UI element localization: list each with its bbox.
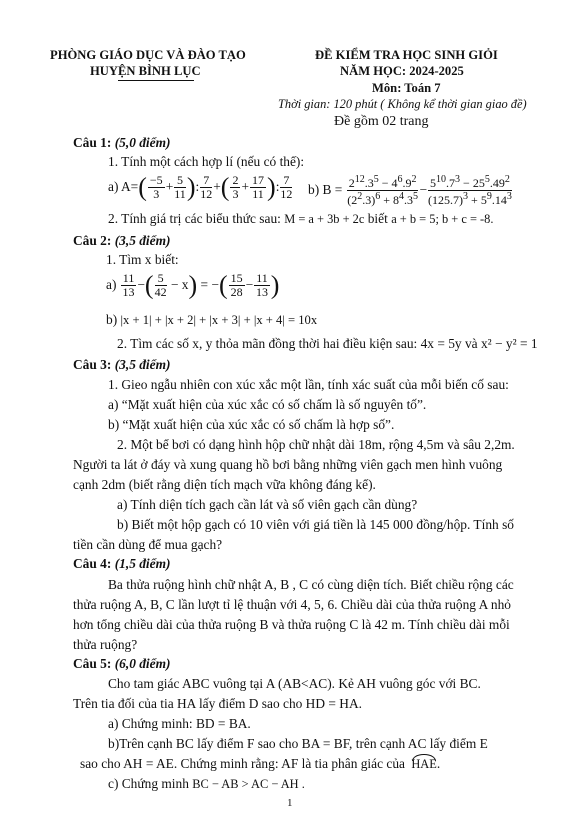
school-year: NĂM HỌC: 2024-2025 [340, 64, 464, 78]
q2-b-expr: |x + 1| + |x + 2| + |x + 3| + |x + 4| = 10x [120, 313, 318, 327]
q5-part-b-line2: sao cho AH = AE. Chứng minh rằng: AF là tia phân giác của HAE. [80, 756, 441, 771]
q1-part2 [108, 211, 493, 227]
q1-part2-text: 2. Tính giá trị các biểu thức sau: [108, 211, 281, 226]
q1-expression-b: b) B = $\frac{2^{12}.3^5 - 4^6.9^2}{(2^2.3)^6 + 8^4.3^5}$ − $\frac{5^{10}.7^3 - 25^5.49^2}{(125.7)^3 + 5^9.14^3}$ [308, 174, 512, 208]
q4-line1: Ba thửa ruộng hình chữ nhật A, B , C có cùng diện tích. Biết chiều rộng các [108, 577, 514, 592]
q2-b-label: b) [106, 312, 118, 327]
q2-expression-a: a) $\frac{11}{13}$ −( $\frac{5}{42}$ − x) = −( $\frac{15}{28}$ − $\frac{11}{13}$ ) [106, 270, 280, 300]
q5-angle-label: HAE [411, 757, 437, 771]
q5-points: (6,0 điểm) [114, 656, 171, 671]
q1-expression-a: a) A=( $\frac{-5}{3}$ + $\frac{5}{11}$ ): $\frac{7}{12}$ +( $\frac{2}{3}$ + $\frac{17}{11}$ ): $\frac{7}{12}$ [108, 172, 293, 202]
page-count: Đề gồm 02 trang [334, 114, 429, 129]
department-name: PHÒNG GIÁO DỤC VÀ ĐÀO TẠO [50, 48, 246, 62]
q1-part2-mid: biết [367, 211, 388, 226]
q3-heading [73, 357, 170, 373]
q3-part1-b: b) “Mặt xuất hiện của xúc xắc có số chấm là hợp số”. [108, 417, 395, 432]
q3-part1-a: a) “Mặt xuất hiện của xúc xắc có số chấm là số nguyên tố”. [108, 397, 427, 412]
q2-expression-b [106, 312, 317, 328]
district-name: HUYỆN BÌNH LỤC [90, 64, 201, 78]
q2-points: (3,5 điểm) [114, 233, 171, 248]
q5-part-b-text: sao cho AH = AE. Chứng minh rằng: AF là tia phân giác của [80, 756, 405, 771]
q3-part2-line2: Người ta lát ở đáy và xung quang hồ bơi bằng những viên gạch men hình vuông [73, 457, 503, 472]
q4-title: Câu 4: [73, 556, 112, 571]
q5-part-b-line1: b)Trên cạnh BC lấy điểm F sao cho BA = BF, trên cạnh AC lấy điểm E [108, 736, 488, 751]
q5-title: Câu 5: [73, 656, 112, 671]
q4-line2: thửa ruộng A, B, C lần lượt tỉ lệ thuận với 4, 5, 6. Chiều dài của thửa ruộng A nhỏ [73, 597, 511, 612]
q1-part2-cond: a + b = 5; b + c = -8. [391, 212, 494, 226]
exam-time: Thời gian: 120 phút ( Không kể thời gian giao đề) [278, 97, 527, 111]
q5-line2: Trên tia đối của tia HA lấy điểm D sao cho HD = HA. [73, 696, 362, 711]
q3-part2-line3: cạnh 2dm (biết rằng diện tích mạch vữa không đáng kể). [73, 477, 376, 492]
q1-title: Câu 1: [73, 135, 112, 150]
q3-part2-b-line2: tiền cần dùng để mua gạch? [73, 537, 223, 552]
q1-b-label: b) B = [308, 181, 343, 197]
q1-heading [73, 135, 170, 151]
q2-title: Câu 2: [73, 233, 112, 248]
q5-part-a: a) Chứng minh: BD = BA. [108, 716, 251, 731]
q1-points: (5,0 điểm) [114, 135, 171, 150]
q1-part1: 1. Tính một cách hợp lí (nếu có thể): [108, 154, 305, 169]
q2-part2: 2. Tìm các số x, y thỏa mãn đồng thời hai điều kiện sau: 4x = 5y và x² − y² = 1 [117, 336, 538, 351]
q3-part2-line1: 2. Một bể bơi có dạng hình hộp chữ nhật dài 18m, rộng 4,5m và sâu 2,2m. [117, 437, 515, 452]
q3-title: Câu 3: [73, 357, 112, 372]
exam-title: ĐỀ KIỂM TRA HỌC SINH GIỎI [315, 48, 498, 62]
q3-part2-b-line1: b) Biết một hộp gạch có 10 viên với giá tiền là 145 000 đồng/hộp. Tính số [117, 517, 514, 532]
q5-line1: Cho tam giác ABC vuông tại A (AB<AC). Kẻ AH vuông góc với BC. [108, 676, 481, 691]
q5-part-c [108, 776, 305, 792]
q2-part1: 1. Tìm x biết: [106, 252, 179, 267]
q3-part2-a: a) Tính diện tích gạch cần lát và số viên gạch cần dùng? [117, 497, 418, 512]
header-underline [118, 80, 194, 81]
q4-line3: hơn tổng chiều dài của thửa ruộng B và thửa ruộng C là 42 m. Tính chiều dài mỗi [73, 617, 510, 632]
q1-a-label: a) A= [108, 178, 139, 194]
q5-heading [73, 656, 170, 672]
q2-heading [73, 233, 170, 249]
q5-part-c-expr: BC − AB > AC − AH . [192, 777, 305, 791]
page-number: 1 [287, 797, 293, 809]
q5-part-c-text: c) Chứng minh [108, 776, 189, 791]
q4-points: (1,5 điểm) [114, 556, 171, 571]
q4-heading [73, 556, 170, 572]
q2-a-label: a) [106, 276, 117, 292]
q3-part1: 1. Gieo ngẫu nhiên con xúc xắc một lần, tính xác suất của mỗi biến cố sau: [108, 377, 509, 392]
q1-part2-expr: M = a + 3b + 2c [284, 212, 365, 226]
q4-line4: thửa ruộng? [73, 637, 138, 652]
q5-angle-hae [411, 757, 436, 772]
q3-points: (3,5 điểm) [114, 357, 171, 372]
subject: Môn: Toán 7 [372, 81, 441, 95]
